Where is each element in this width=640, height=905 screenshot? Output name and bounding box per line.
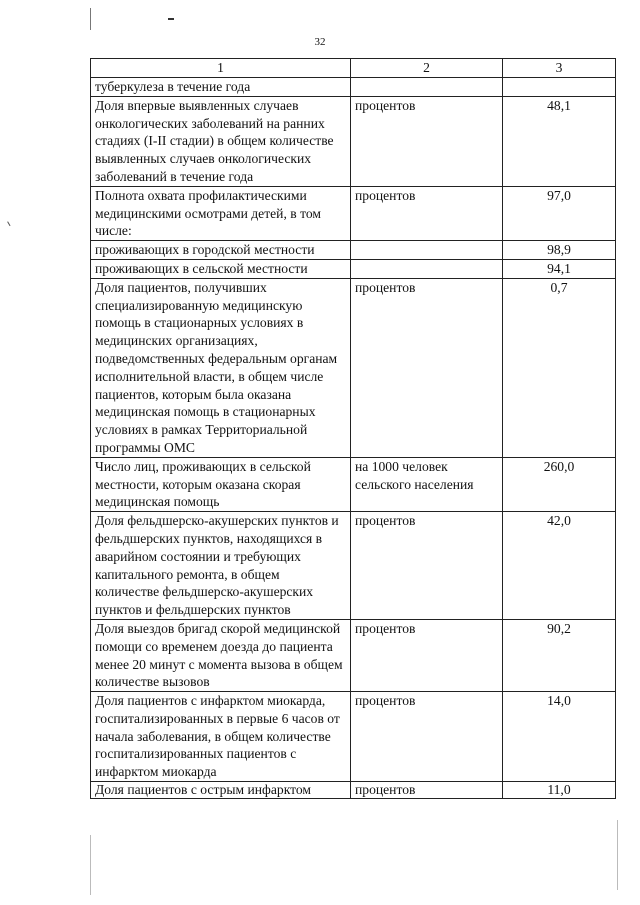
page-number: 32	[314, 36, 326, 48]
scan-artifact-tick	[7, 219, 15, 226]
table-row	[91, 186, 616, 240]
indicator-cell: Доля пациентов, получивших специализированную медицинскую помощь в стационарных условиях в медицинских организациях, подведомственных федеральным органам исполнительной власти, в общем числе пациентов, которым была оказана медицинская помощь в стационарных условиях в рамках Территориальной программы ОМС	[91, 278, 351, 457]
value-cell: 94,1	[503, 259, 616, 278]
unit-cell	[351, 78, 503, 97]
unit-cell: процентов	[351, 512, 503, 620]
table-row	[91, 782, 616, 799]
column-header-3: 3	[503, 59, 616, 78]
unit-cell	[351, 259, 503, 278]
indicator-cell: Доля впервые выявленных случаев онкологических заболеваний на ранних стадиях (I-II стадии) в общем количестве выявленных случаев онкологических заболеваний в течение года	[91, 96, 351, 186]
unit-cell: процентов	[351, 186, 503, 240]
value-cell: 42,0	[503, 512, 616, 620]
scan-artifact-dash	[168, 18, 174, 20]
value-cell: 98,9	[503, 241, 616, 260]
scan-artifact-edge-left	[90, 835, 91, 895]
table-row	[91, 241, 616, 260]
table-row	[91, 78, 616, 97]
table-row	[91, 278, 616, 457]
table-row	[91, 512, 616, 620]
value-cell: 260,0	[503, 457, 616, 511]
unit-cell: процентов	[351, 782, 503, 799]
indicator-cell: Доля пациентов с острым инфарктом	[91, 782, 351, 799]
unit-cell: процентов	[351, 96, 503, 186]
indicator-cell: Полнота охвата профилактическими медицинскими осмотрами детей, в том числе:	[91, 186, 351, 240]
column-header-1: 1	[91, 59, 351, 78]
unit-cell: процентов	[351, 692, 503, 782]
unit-cell: процентов	[351, 619, 503, 691]
table-row	[91, 259, 616, 278]
indicator-cell: Доля пациентов с инфарктом миокарда, госпитализированных в первые 6 часов от начала заболевания, в общем количестве госпитализированных пациентов с инфарктом миокарда	[91, 692, 351, 782]
table-row	[91, 692, 616, 782]
value-cell: 11,0	[503, 782, 616, 799]
indicator-cell: Число лиц, проживающих в сельской местности, которым оказана скорая медицинская помощь	[91, 457, 351, 511]
scan-artifact-edge-right	[617, 820, 618, 890]
table-header-row	[91, 59, 616, 78]
indicator-cell: проживающих в городской местности	[91, 241, 351, 260]
indicator-cell: Доля фельдшерско-акушерских пунктов и фельдшерских пунктов, находящихся в аварийном состоянии и требующих капитального ремонта, в общем количестве фельдшерско-акушерских пунктов и фельдшерских пунктов	[91, 512, 351, 620]
indicator-cell: туберкулеза в течение года	[91, 78, 351, 97]
value-cell: 90,2	[503, 619, 616, 691]
unit-cell	[351, 241, 503, 260]
value-cell: 0,7	[503, 278, 616, 457]
unit-cell: на 1000 человек сельского населения	[351, 457, 503, 511]
indicator-cell: Доля выездов бригад скорой медицинской помощи со временем доезда до пациента менее 20 минут с момента вызова в общем количестве вызовов	[91, 619, 351, 691]
table-row	[91, 96, 616, 186]
table-row	[91, 457, 616, 511]
value-cell: 97,0	[503, 186, 616, 240]
unit-cell: процентов	[351, 278, 503, 457]
value-cell: 14,0	[503, 692, 616, 782]
scan-artifact-line	[90, 8, 91, 30]
indicators-table	[90, 58, 616, 799]
table-row	[91, 619, 616, 691]
value-cell: 48,1	[503, 96, 616, 186]
value-cell	[503, 78, 616, 97]
column-header-2: 2	[351, 59, 503, 78]
indicator-cell: проживающих в сельской местности	[91, 259, 351, 278]
